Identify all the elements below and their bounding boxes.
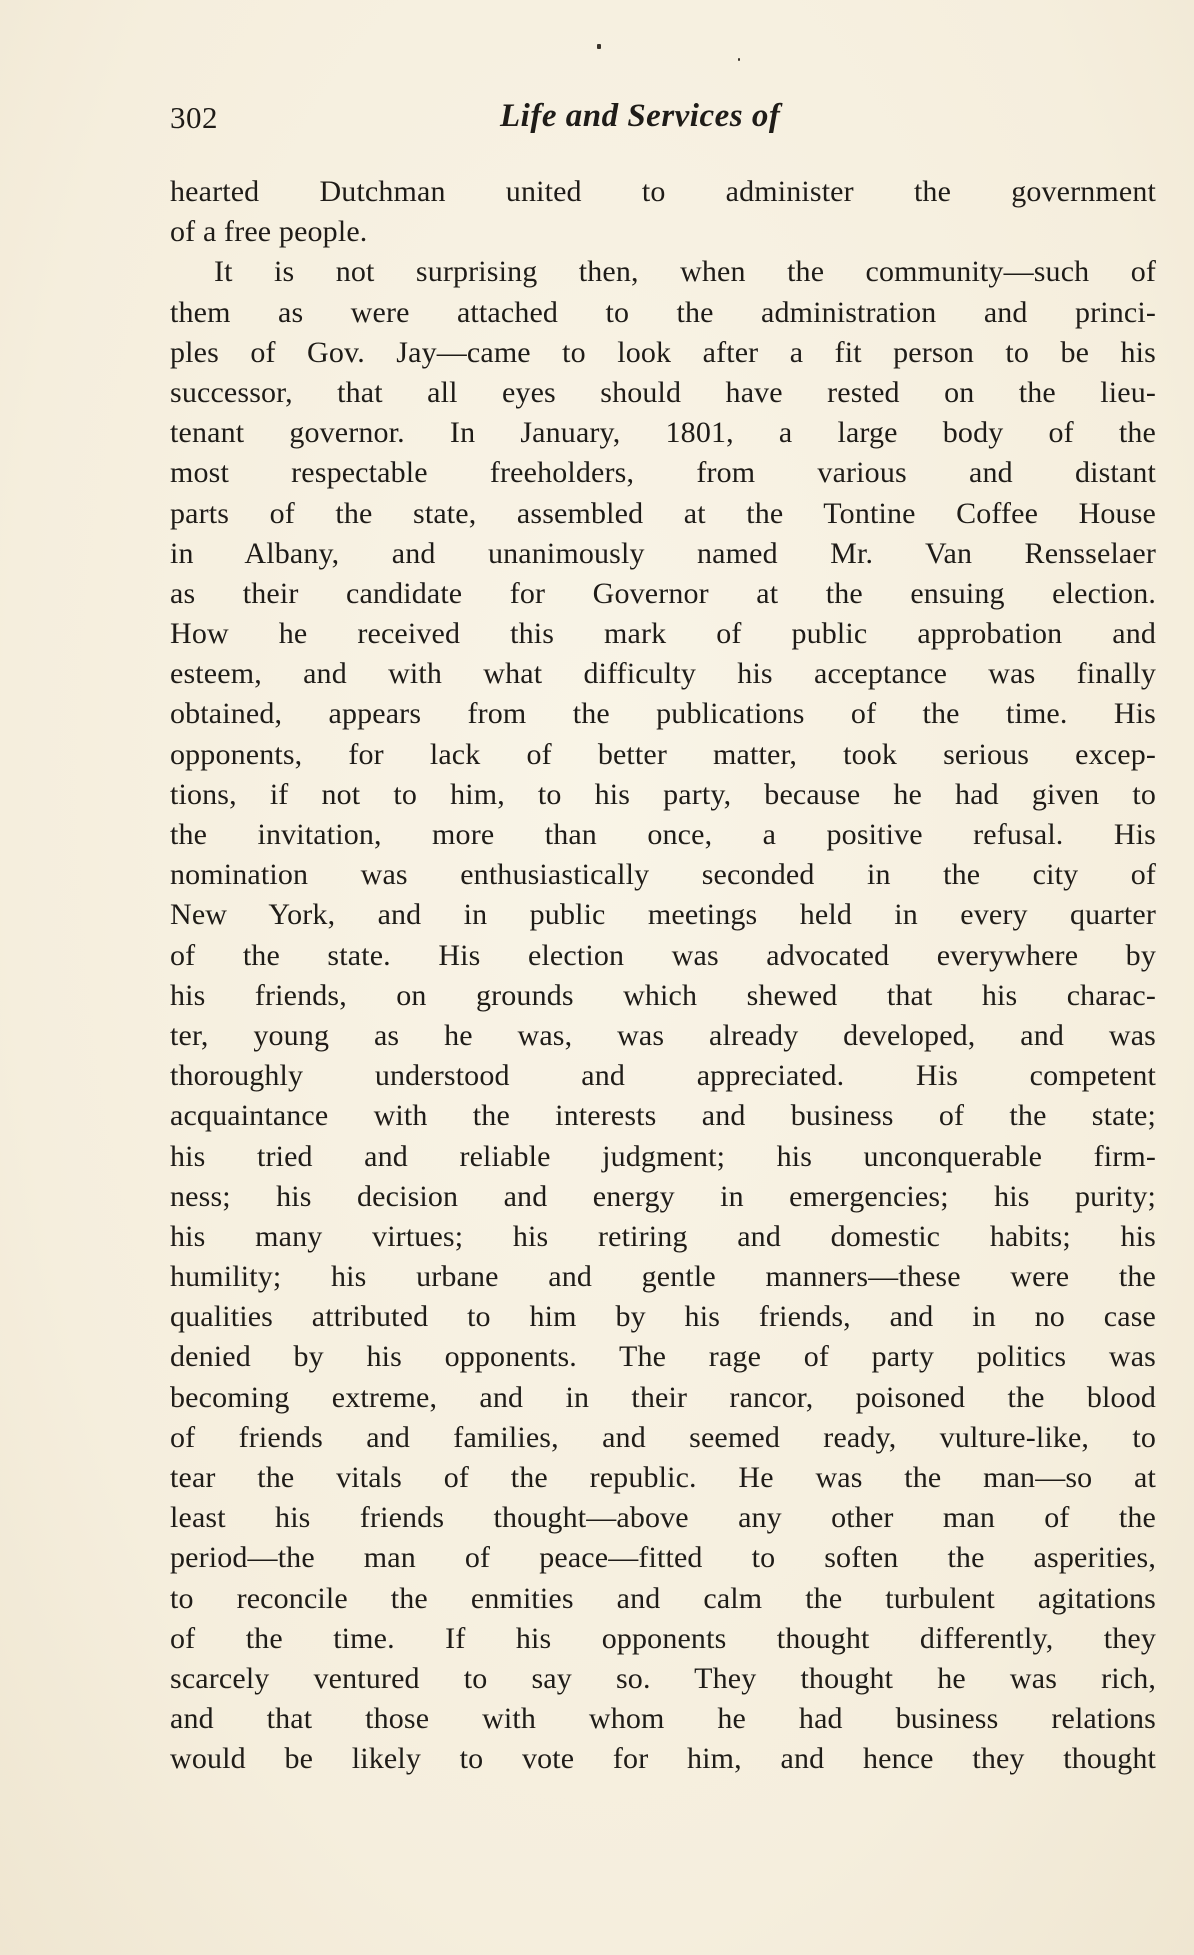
text-line: qualities attributed to him by his friends, and in no case — [170, 1300, 1156, 1334]
page-number: 302 — [170, 100, 218, 135]
text-line: humility; his urbane and gentle manners—these were the — [170, 1260, 1156, 1294]
text-line: in Albany, and unanimously named Mr. Van Rensselaer — [170, 536, 1156, 570]
text-line: tenant governor. In January, 1801, a large body of the — [170, 416, 1156, 450]
text-line: hearted Dutchman united to administer the government — [170, 175, 1156, 208]
text-line: ples of Gov. Jay—came to look after a fit person to be his — [170, 335, 1156, 369]
text-line: thoroughly understood and appreciated. His competent — [170, 1059, 1156, 1093]
text-line: tear the vitals of the republic. He was the man—so at — [170, 1461, 1156, 1494]
text-line: period—the man of peace—fitted to soften the asperities, — [170, 1541, 1156, 1575]
text-line: denied by his opponents. The rage of party politics was — [170, 1340, 1156, 1374]
text-line: would be likely to vote for him, and hence they thought — [170, 1742, 1156, 1776]
text-line: most respectable freeholders, from various and distant — [170, 456, 1156, 490]
text-line: scarcely ventured to say so. They thought he was rich, — [170, 1661, 1156, 1695]
ink-speck — [597, 44, 601, 49]
text-line: esteem, and with what difficulty his acceptance was finally — [170, 657, 1156, 691]
text-line: New York, and in public meetings held in every quarter — [170, 898, 1156, 932]
running-title: Life and Services of — [500, 98, 781, 134]
text-line: his many virtues; his retiring and domestic habits; his — [170, 1219, 1156, 1253]
text-line: his tried and reliable judgment; his unconquerable firm- — [170, 1139, 1156, 1173]
text-line: and that those with whom he had business relations — [170, 1702, 1156, 1736]
text-line: of a free people. — [170, 215, 368, 249]
text-line: obtained, appears from the publications of the time. His — [170, 697, 1156, 731]
text-line: least his friends thought—above any other man of the — [170, 1501, 1156, 1535]
text-line: becoming extreme, and in their rancor, poisoned the blood — [170, 1380, 1156, 1414]
text-line: the invitation, more than once, a positive refusal. His — [170, 818, 1156, 851]
text-line: as their candidate for Governor at the ensuing election. — [170, 576, 1156, 610]
text-line: nomination was enthusiastically seconded in the city of — [170, 858, 1156, 892]
text-line: ness; his decision and energy in emergencies; his purity; — [170, 1179, 1156, 1213]
text-line: tions, if not to him, to his party, because he had given to — [170, 777, 1156, 811]
text-line: ter, young as he was, was already developed, and was — [170, 1018, 1156, 1052]
text-line: acquaintance with the interests and business of the state; — [170, 1099, 1156, 1133]
body-text — [170, 172, 1156, 1780]
text-line: of friends and families, and seemed ready, vulture-like, to — [170, 1420, 1156, 1454]
text-line: of the time. If his opponents thought differently, they — [170, 1621, 1156, 1655]
text-line: successor, that all eyes should have rested on the lieu- — [170, 375, 1156, 409]
text-line: to reconcile the enmities and calm the turbulent agitations — [170, 1581, 1156, 1615]
text-line: them as were attached to the administration and princi- — [170, 295, 1156, 329]
text-line: his friends, on grounds which shewed that his charac- — [170, 978, 1156, 1012]
text-line: of the state. His election was advocated everywhere by — [170, 938, 1156, 972]
running-head — [170, 100, 1160, 150]
text-line: How he received this mark of public approbation and — [170, 617, 1156, 651]
ink-speck — [738, 58, 740, 61]
text-line: opponents, for lack of better matter, took serious excep- — [170, 737, 1156, 771]
text-line: parts of the state, assembled at the Tontine Coffee House — [170, 496, 1156, 530]
text-line: It is not surprising then, when the community—such of — [214, 255, 1156, 289]
